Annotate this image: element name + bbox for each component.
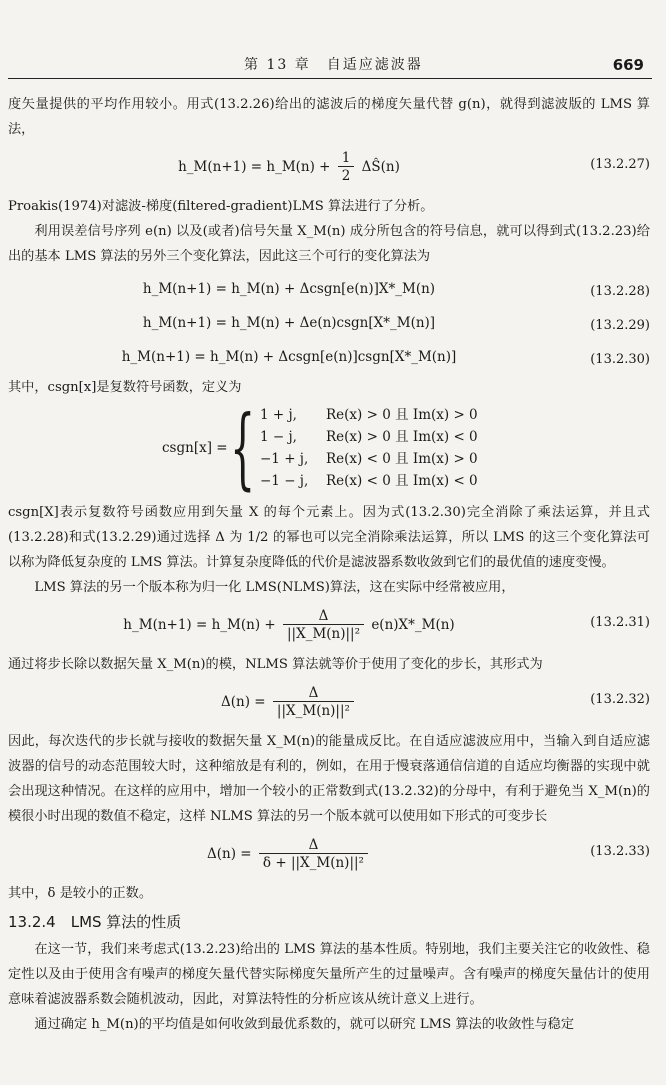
case-row [260, 426, 478, 448]
paragraph: 利用误差信号序列 e(n) 以及(或者)信号矢量 X_M(n) 成分所包含的符号信息，就可以得到式(13.2.23)给出的基本 LMS 算法的另外三个变化算法，因此这三个可行的变化算法为 [8, 224, 650, 264]
case-value: −1 + j, [260, 451, 309, 467]
denominator: ||X_M(n)||² [276, 703, 350, 719]
equation-content: h_M(n+1) = h_M(n) + Δcsgn[e(n)]csgn[X*_M(n)] [121, 349, 457, 365]
paragraph: 其中，csgn[x]是复数符号函数，定义为 [8, 380, 242, 395]
paragraph: csgn[X]表示复数符号函数应用到矢量 X 的每个元素上。因为式(13.2.30)完全消除了乘法运算，并且式(13.2.28)和式(13.2.29)通过选择 Δ 为 1/2 的幂也可以完全消除乘法运算，所以 LMS 的这三个变化算法可以称为降低复杂度的 LMS 算法。计算复杂度降低的代价是滤波器系数收敛到它们的最优值的速度变慢。 [8, 505, 650, 570]
equation-13-2-32 [8, 681, 650, 725]
fraction [283, 608, 364, 643]
equation-content [8, 837, 570, 872]
paragraph: LMS 算法的另一个版本称为归一化 LMS(NLMS)算法，这在实际中经常被应用， [34, 580, 515, 595]
fraction [338, 150, 355, 185]
case-condition: Re(x) > 0 且 Im(x) < 0 [326, 429, 478, 445]
eq-lhs: h_M(n+1) = h_M(n) + [178, 159, 331, 175]
equation-number: (13.2.30) [590, 352, 650, 367]
equation-content [8, 150, 570, 185]
equation-13-2-29 [8, 307, 650, 337]
numerator: Δ [283, 608, 364, 625]
case-value: −1 − j, [260, 473, 309, 489]
numerator: Δ [259, 837, 368, 854]
case-row [260, 404, 478, 426]
page-body [8, 92, 650, 1037]
csgn-lhs: csgn[x] = [162, 440, 228, 456]
paragraph: 通过将步长除以数据矢量 X_M(n)的模，NLMS 算法就等价于使用了变化的步长，其形式为 [8, 657, 543, 672]
case-condition: Re(x) < 0 且 Im(x) > 0 [326, 451, 478, 467]
case-condition: Re(x) < 0 且 Im(x) < 0 [326, 473, 478, 489]
case-value: 1 + j, [260, 407, 297, 423]
paragraph: 因此，每次迭代的步长就与接收的数据矢量 X_M(n)的能量成反比。在自适应滤波应用中，当输入到自适应滤波器的信号的动态范围较大时，这种缩放是有利的，例如，在用于慢衰落通信信道的自适应均衡器的实现中就会出现这种情况。在这样的应用中，增加一个较小的正常数到式(13.2.32)的分母中，有利于避免当 X_M(n)的模很小时出现的数值不稳定，这样 NLMS 算法的另一个版本就可以使用如下形式的可变步长 [8, 734, 650, 824]
equation-13-2-28 [8, 273, 650, 303]
case-row [260, 470, 478, 492]
equation-13-2-30 [8, 341, 650, 371]
paragraph: 通过确定 h_M(n)的平均值是如何收敛到最优系数的，就可以研究 LMS 算法的收敛性与稳定 [34, 1017, 575, 1032]
paragraph: Proakis(1974)对滤波-梯度(filtered-gradient)LMS 算法进行了分析。 [8, 199, 434, 214]
equation-number: (13.2.28) [590, 284, 650, 299]
equation-number: (13.2.29) [590, 318, 650, 333]
denominator: 2 [341, 168, 351, 184]
numerator: 1 [338, 150, 355, 167]
equation-content [8, 608, 570, 643]
equation-content: h_M(n+1) = h_M(n) + Δcsgn[e(n)]X*_M(n) [142, 281, 436, 297]
csgn-cases [260, 404, 478, 492]
chapter-title: 第 13 章 自适应滤波器 [244, 57, 423, 73]
equation-13-2-31 [8, 604, 650, 648]
equation-content: h_M(n+1) = h_M(n) + Δe(n)csgn[X*_M(n)] [142, 315, 436, 331]
equation-number: (13.2.27) [590, 157, 650, 172]
denominator: ||X_M(n)||² [286, 626, 361, 642]
equation-13-2-33 [8, 833, 650, 877]
equation-number: (13.2.32) [590, 692, 650, 707]
equation-number: (13.2.31) [590, 615, 650, 630]
eq-lhs: Δ(n) = [221, 694, 266, 710]
case-condition: Re(x) > 0 且 Im(x) > 0 [326, 407, 478, 423]
running-header [8, 52, 652, 76]
left-brace: { [230, 396, 256, 499]
paragraph: 其中，δ 是较小的正数。 [8, 886, 153, 901]
paragraph: 在这一节，我们来考虑式(13.2.23)给出的 LMS 算法的基本性质。特别地，我们主要关注它的收敛性、稳定性以及由于使用含有噪声的梯度矢量代替实际梯度矢量所产生的过量噪声。含有噪声的梯度矢量估计的使用意味着滤波器系数会随机波动，因此，对算法特性的分析应该从统计意义上进行。 [8, 942, 650, 1007]
csgn-definition [8, 396, 650, 499]
case-row [260, 448, 478, 470]
header-rule [8, 78, 652, 79]
case-value: 1 − j, [260, 429, 297, 445]
paragraph: 度矢量提供的平均作用较小。用式(13.2.26)给出的滤波后的梯度矢量代替 g(n)，就得到滤波版的 LMS 算法， [8, 97, 650, 137]
equation-content [8, 685, 570, 720]
fraction [259, 837, 368, 872]
eq-lhs: Δ(n) = [207, 846, 252, 862]
eq-rhs: ΔŜ(n) [361, 159, 400, 175]
eq-rhs: e(n)X*_M(n) [371, 617, 455, 633]
page-number: 669 [612, 56, 644, 74]
numerator: Δ [273, 685, 354, 702]
eq-lhs: h_M(n+1) = h_M(n) + [123, 617, 276, 633]
equation-13-2-27 [8, 146, 650, 190]
section-heading: 13.2.4 LMS 算法的性质 [8, 913, 182, 931]
denominator: δ + ||X_M(n)||² [262, 855, 364, 871]
fraction [273, 685, 354, 720]
equation-number: (13.2.33) [590, 844, 650, 859]
